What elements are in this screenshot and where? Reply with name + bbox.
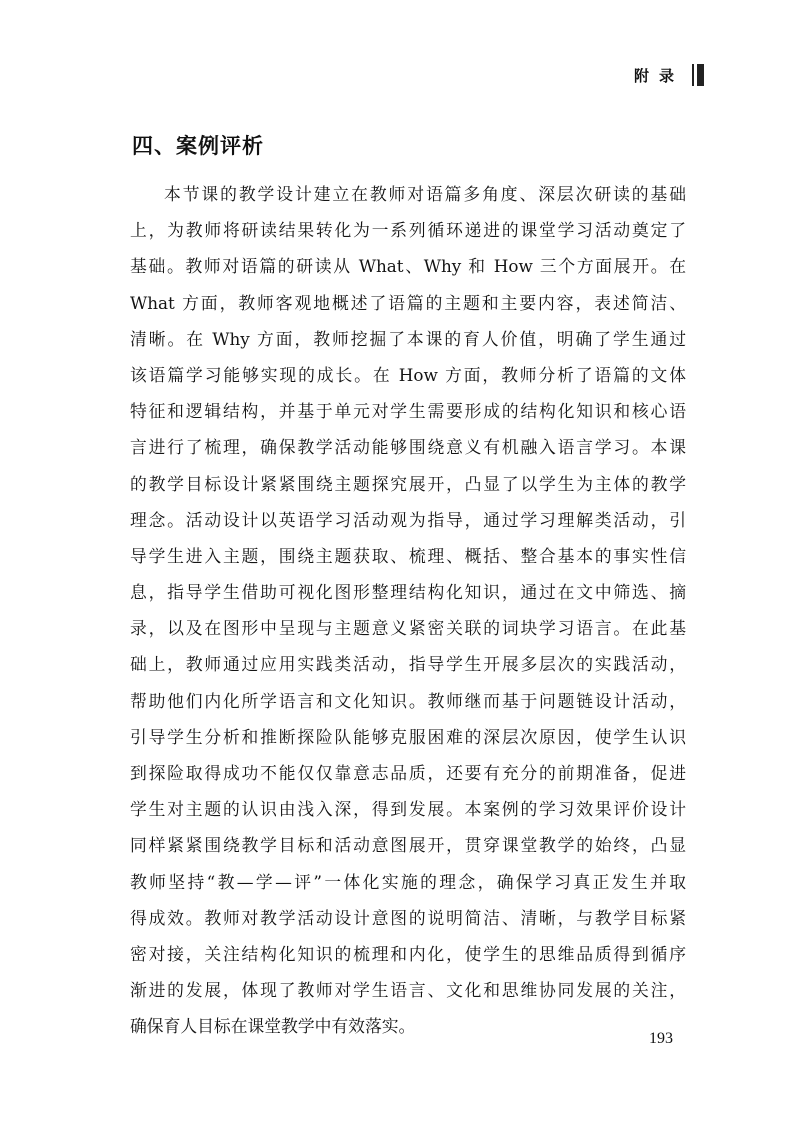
running-header (634, 64, 704, 86)
paragraph-line: 言进行了梳理，确保教学活动能够围绕意义有机融入语言学习。本课 (130, 437, 686, 458)
paragraph-line: 渐进的发展，体现了教师对学生语言、文化和思维协同发展的关注， (130, 980, 686, 1001)
paragraph-line: 基础。教师对语篇的研读从 What、Why 和 How 三个方面展开。在 (130, 256, 686, 277)
paragraph-line: 本节课的教学设计建立在教师对语篇多角度、深层次研读的基础 (164, 184, 686, 204)
paragraph-line: 教师坚持“教—学—评”一体化实施的理念，确保学习真正发生并取 (130, 871, 686, 892)
body-paragraph (130, 176, 686, 1045)
header-bar-thin (692, 64, 694, 86)
paragraph-line: 引导学生分析和推断探险队能够克服困难的深层次原因，使学生认识 (130, 726, 686, 747)
paragraph-line: 的教学目标设计紧紧围绕主题探究展开，凸显了以学生为主体的教学 (130, 473, 686, 494)
paragraph-line: 础上，教师通过应用实践类活动，指导学生开展多层次的实践活动， (130, 654, 686, 675)
header-bar-ornament (692, 64, 704, 86)
paragraph-line: 确保育人目标在课堂教学中有效落实。 (130, 1016, 416, 1037)
paragraph-line: What 方面，教师客观地概述了语篇的主题和主要内容，表述简洁、 (130, 292, 686, 313)
paragraph-line: 导学生进入主题，围绕主题获取、梳理、概括、整合基本的事实性信 (130, 545, 686, 566)
paragraph-line: 得成效。教师对教学活动设计意图的说明简洁、清晰，与教学目标紧 (130, 907, 686, 928)
paragraph-line: 密对接，关注结构化知识的梳理和内化，使学生的思维品质得到循序 (130, 943, 686, 964)
paragraph-line: 到探险取得成功不能仅仅靠意志品质，还要有充分的前期准备，促进 (130, 763, 686, 783)
running-header-title: 附录 (633, 66, 684, 85)
paragraph-line: 帮助他们内化所学语言和文化知识。教师继而基于问题链设计活动， (130, 690, 686, 711)
paragraph-line: 上，为教师将研读结果转化为一系列循环递进的课堂学习活动奠定了 (130, 220, 686, 241)
paragraph-line: 录，以及在图形中呈现与主题意义紧密关联的词块学习语言。在此基 (130, 618, 686, 639)
paragraph-line: 息，指导学生借助可视化图形整理结构化知识，通过在文中筛选、摘 (130, 582, 686, 603)
paragraph-line: 清晰。在 Why 方面，教师挖掘了本课的育人价值，明确了学生通过 (130, 328, 686, 349)
paragraph-line: 特征和逻辑结构，并基于单元对学生需要形成的结构化知识和核心语 (130, 401, 686, 422)
paragraph-line: 该语篇学习能够实现的成长。在 How 方面，教师分析了语篇的文体 (130, 364, 686, 385)
paragraph-line: 同样紧紧围绕教学目标和活动意图展开，贯穿课堂教学的始终，凸显 (130, 835, 686, 856)
paragraph-line: 学生对主题的认识由浅入深，得到发展。本案例的学习效果评价设计 (130, 799, 686, 820)
page-number: 193 (649, 1030, 673, 1047)
header-bar-thick (697, 64, 704, 86)
paragraph-line: 理念。活动设计以英语学习活动观为指导，通过学习理解类活动，引 (130, 509, 686, 530)
section-heading: 四、案例评析 (132, 134, 264, 158)
